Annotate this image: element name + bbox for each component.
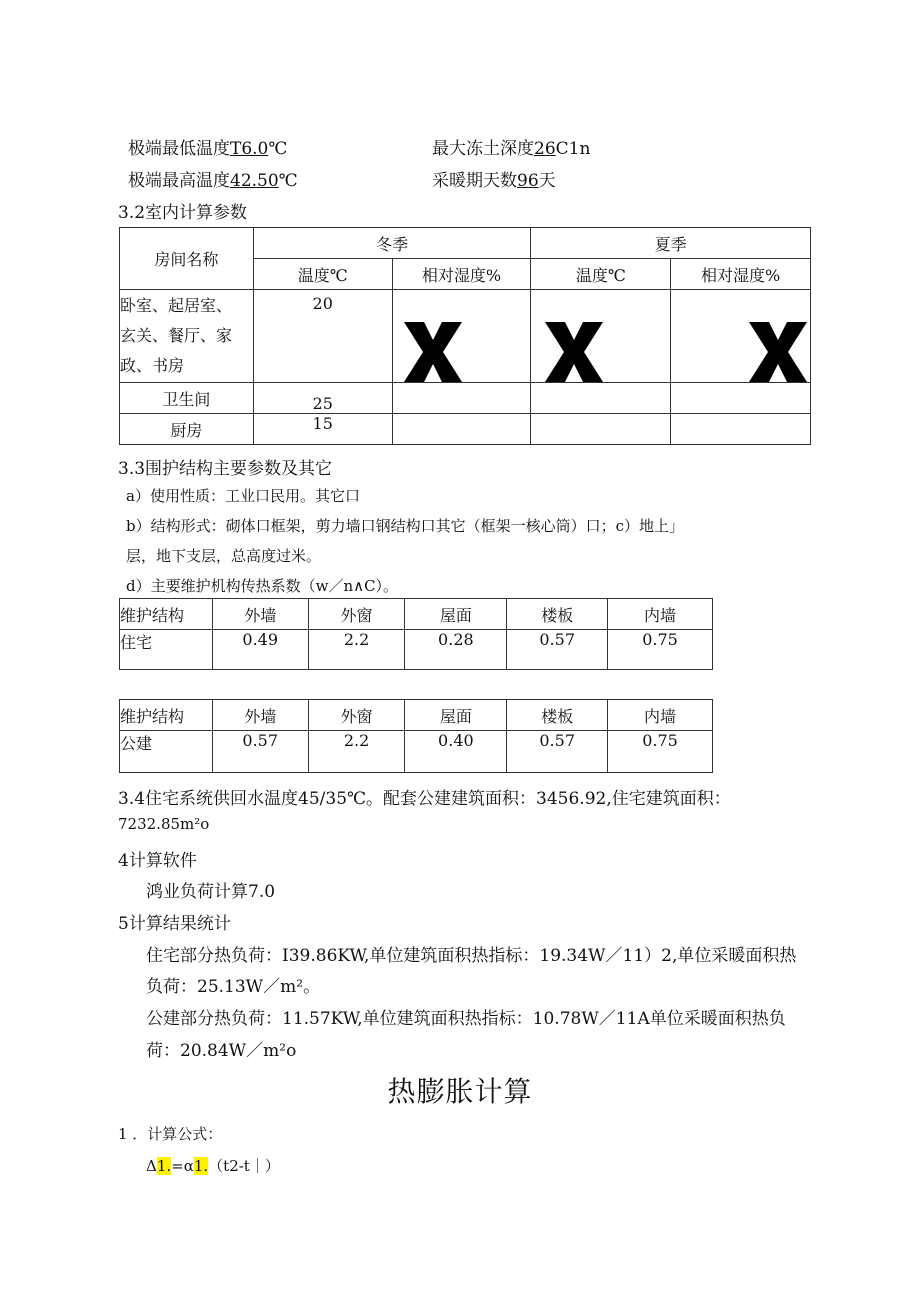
formula-equals-alpha: =α: [171, 1157, 194, 1175]
heating-days-unit: 天: [538, 171, 556, 191]
table-row: [120, 290, 811, 383]
empty-cell: [392, 383, 531, 414]
value-cell: 0.49: [212, 630, 308, 670]
header-cell: 屋面: [405, 700, 507, 731]
max-frost-label: 最大冻土深度: [432, 139, 534, 159]
table-row: [120, 414, 811, 445]
formula-temperature-diff: （t2-t｜）: [208, 1157, 280, 1175]
table-header-row: [120, 700, 713, 731]
thermal-expansion-title: 热膨胀计算: [387, 1075, 533, 1108]
header-cell: 外窗: [308, 599, 405, 630]
public-result-line-1: 公建部分热负荷：11.57KW,单位建筑面积热指标：10.78W／11A单位采暖面积热负: [146, 1009, 786, 1029]
residential-result-line-1: 住宅部分热负荷：I39.86KW,单位建筑面积热指标：19.34W／11）2,单位采暖面积热: [146, 946, 797, 966]
room-name-cell: 卫生间: [120, 383, 254, 414]
row-label: 住宅: [120, 630, 213, 670]
header-cell: 内墙: [608, 599, 713, 630]
summer-humidity-header: 相对湿度%: [671, 259, 811, 290]
value-cell: 0.57: [507, 630, 608, 670]
value-cell: 0.75: [608, 731, 713, 773]
section-5-title: 5计算结果统计: [118, 914, 231, 934]
winter-humidity-cell: [392, 290, 531, 383]
max-temp-unit: ℃: [278, 171, 298, 191]
residential-result-line-2: 负荷：25.13W／m²。: [146, 977, 321, 997]
value-cell: 2.2: [308, 630, 405, 670]
cross-mark-icon: [539, 318, 609, 382]
value-cell: 0.57: [507, 731, 608, 773]
empty-cell: [531, 414, 671, 445]
value-cell: 0.57: [212, 731, 308, 773]
room-name-line: 玄关、餐厅、家: [120, 326, 233, 345]
software-name: 鸿业负荷计算7.0: [146, 882, 276, 902]
room-name-header: 房间名称: [120, 228, 254, 290]
header-cell: 楼板: [507, 700, 608, 731]
summer-header: 夏季: [531, 228, 811, 259]
value-cell: 0.75: [608, 630, 713, 670]
table-row: [120, 731, 713, 773]
heating-days-line: [432, 166, 556, 191]
public-result-line-2: 荷：20.84W／m²o: [146, 1041, 297, 1061]
table-row: [120, 383, 811, 414]
min-temp-value: T6.0: [230, 139, 269, 159]
min-temp-unit: ℃: [268, 139, 288, 159]
section-3-3-title: 3.3围护结构主要参数及其它: [118, 459, 333, 479]
structure-line-2: 层，地下支层，总高度过米。: [126, 547, 322, 565]
empty-cell: [671, 383, 811, 414]
room-name-line: 卧室、起居室、: [120, 296, 233, 315]
winter-header: 冬季: [253, 228, 531, 259]
header-cell: 屋面: [405, 599, 507, 630]
max-frost-unit: C1n: [555, 139, 591, 159]
summer-humidity-cell: [671, 290, 811, 383]
usage-line: a）使用性质：工业口民用。其它口: [126, 487, 360, 505]
winter-temp-cell: 25: [253, 383, 392, 414]
max-temp-line: [128, 166, 298, 191]
table-header-row: [120, 599, 713, 630]
max-temp-value: 42.50: [230, 171, 279, 191]
winter-temp-header: 温度℃: [253, 259, 392, 290]
heating-days-value: 96: [517, 171, 539, 191]
row-label: 公建: [120, 731, 213, 773]
envelope-public-table: [119, 699, 713, 773]
max-temp-label: 极端最高温度: [128, 171, 230, 191]
section-3-4-line-2: 7232.85m²o: [118, 815, 210, 833]
header-cell: 外墙: [212, 599, 308, 630]
header-cell: 楼板: [507, 599, 608, 630]
header-cell: 内墙: [608, 700, 713, 731]
formula-delta: Δ: [146, 1157, 157, 1175]
value-cell: 0.28: [405, 630, 507, 670]
value-cell: 0.40: [405, 731, 507, 773]
section-3-2-title: 3.2室内计算参数: [118, 203, 248, 223]
empty-cell: [671, 414, 811, 445]
expansion-formula: [146, 1155, 280, 1176]
summer-temp-header: 温度℃: [531, 259, 671, 290]
room-name-line: 政、书房: [120, 356, 185, 375]
summer-temp-cell: [531, 290, 671, 383]
header-cell: 外窗: [308, 700, 405, 731]
empty-cell: [392, 414, 531, 445]
formula-highlight-l2: 1.: [193, 1157, 209, 1175]
winter-temp-cell: 15: [253, 414, 392, 445]
header-cell: 外墙: [212, 700, 308, 731]
header-cell: 维护结构: [120, 700, 213, 731]
winter-temp-cell: 20: [253, 290, 392, 383]
max-frost-line: [432, 134, 590, 159]
winter-humidity-header: 相对湿度%: [392, 259, 531, 290]
heat-transfer-line: d）主要维护机构传热系数（w／n∧C）。: [126, 577, 399, 595]
min-temp-line: [128, 134, 287, 159]
cross-mark-icon: [398, 318, 468, 382]
room-name-cell: [120, 290, 254, 383]
section-3-4-line-1: 3.4住宅系统供回水温度45/35℃。配套公建建筑面积：3456.92,住宅建筑面积：: [118, 789, 731, 809]
value-cell: 2.2: [308, 731, 405, 773]
header-cell: 维护结构: [120, 599, 213, 630]
room-name-cell: 厨房: [120, 414, 254, 445]
empty-cell: [531, 383, 671, 414]
formula-highlight-l1: 1.: [156, 1157, 172, 1175]
formula-item-label: 1 ．计算公式：: [118, 1125, 223, 1143]
cross-mark-icon: [743, 318, 813, 382]
section-4-title: 4计算软件: [118, 851, 197, 871]
min-temp-label: 极端最低温度: [128, 139, 230, 159]
heating-days-label: 采暖期天数: [432, 171, 517, 191]
structure-line-1: b）结构形式：砌体口框架，剪力墙口钢结构口其它（框架一核心筒）口；c）地上」: [126, 517, 685, 535]
envelope-residential-table: [119, 598, 713, 670]
indoor-params-table: [119, 227, 811, 445]
max-frost-value: 26: [534, 139, 556, 159]
table-row: [120, 630, 713, 670]
